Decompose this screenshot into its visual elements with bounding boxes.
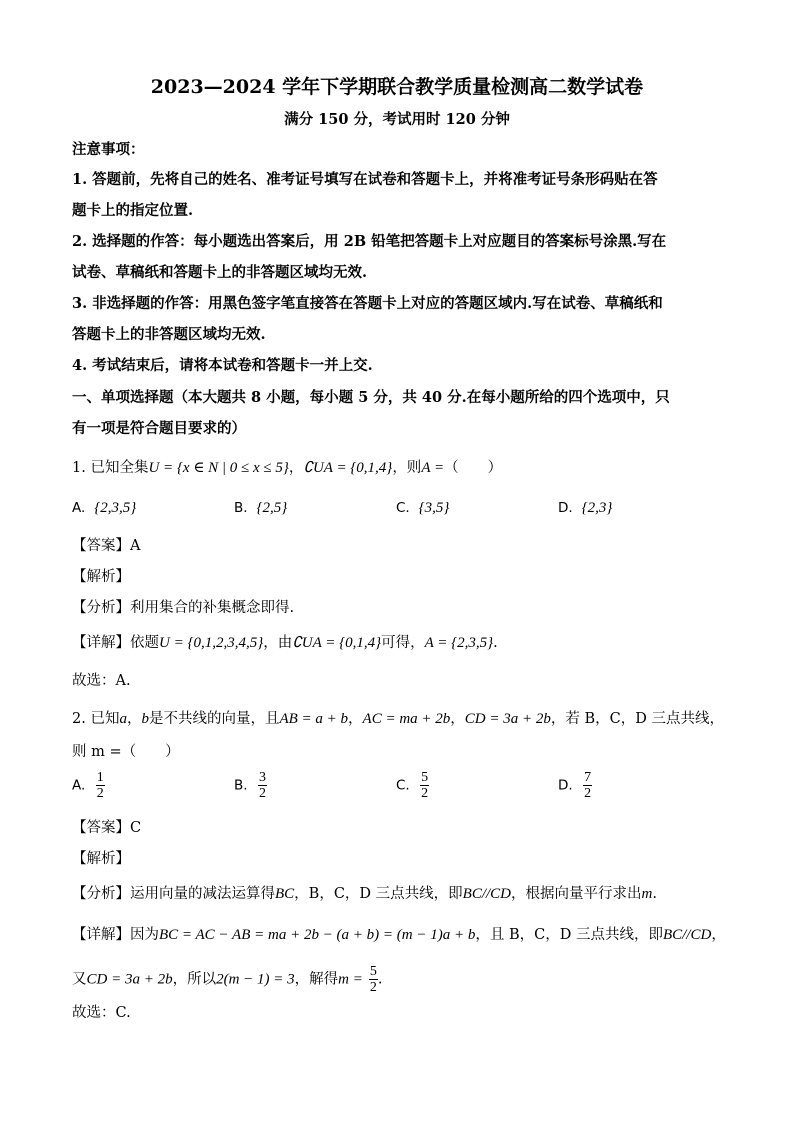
q2-fenxi: 【分析】运用向量的减法运算得BC，B，C，D 三点共线，即BC//CD，根据向量平行求出m. [72, 886, 657, 902]
notice-item-2-line-1: 2. 选择题的作答：每小题选出答案后，用 2B 铅笔把答题卡上对应题目的答案标号涂黑.写在 [72, 233, 667, 250]
q1-option-a: A. {2,3,5} [72, 500, 137, 516]
section-heading-line-2: 有一项是符合题目要求的） [72, 420, 246, 437]
question-2-stem-line-2: 则 m =（ ） [72, 744, 180, 760]
page-subtitle: 满分 150 分，考试用时 120 分钟 [284, 111, 510, 128]
q1-fenxi: 【分析】利用集合的补集概念即得. [72, 600, 295, 616]
question-2-stem: 2. 已知a，b是不共线的向量，且AB = a + b，AC = ma + 2b，CD = 3a + 2b，若 B，C，D 三点共线， [72, 711, 724, 727]
q2-option-c-fraction: $\frac{5}{2}$ [421, 770, 429, 801]
notice-item-4: 4. 考试结束后，请将本试卷和答题卡一并上交. [72, 357, 373, 374]
question-1-stem: 1. 已知全集U = {x ∈ N | 0 ≤ x ≤ 5}，∁UA = {0,1,4}，则A =（ ） [72, 460, 503, 476]
q1-detail: 【详解】依题U = {0,1,2,3,4,5}，由∁UA = {0,1,4}可得，A = {2,3,5}. [72, 635, 498, 651]
q2-option-d: D. $\frac{7}{2}$ [558, 770, 592, 801]
q1-prefix: 1. 已知全集 [72, 460, 149, 476]
q1-answer: 【答案】A [72, 538, 141, 554]
q1-universal-set: U = {x ∈ N | 0 ≤ x ≤ 5} [148, 460, 289, 476]
q2-option-d-fraction: $\frac{7}{2}$ [584, 770, 592, 801]
section-heading-line-1: 一、单项选择题（本大题共 8 小题，每小题 5 分，共 40 分.在每小题所给的四个选项中，只 [72, 389, 670, 406]
notice-item-1-line-1: 1. 答题前，先将自己的姓名、准考证号填写在试卷和答题卡上，并将准考证号条形码贴在答 [72, 171, 658, 188]
q1-option-c: C. {3,5} [396, 500, 450, 516]
q1-analysis-tag: 【解析】 [72, 569, 130, 585]
q2-analysis-tag: 【解析】 [72, 851, 130, 867]
notice-item-3-line-1: 3. 非选择题的作答：用黑色签字笔直接答在答题卡上对应的答题区域内.写在试卷、草稿纸和 [72, 295, 663, 312]
q2-option-c: C. $\frac{5}{2}$ [396, 770, 429, 801]
notice-item-1-line-2: 题卡上的指定位置. [72, 202, 194, 219]
q1-option-b: B. {2,5} [234, 500, 288, 516]
q2-option-a-fraction: $\frac{1}{2}$ [96, 770, 104, 801]
q2-option-b: B. $\frac{3}{2}$ [234, 770, 267, 801]
q2-option-b-fraction: $\frac{3}{2}$ [259, 770, 267, 801]
q2-option-a: A. $\frac{1}{2}$ [72, 770, 104, 801]
q2-choose: 故选：C. [72, 1005, 131, 1021]
notice-item-3-line-2: 答题卡上的非答题区域均无效. [72, 326, 266, 343]
q2-detail-line-1: 【详解】因为BC = AC − AB = ma + 2b − (a + b) = (m − 1)a + b，且 B，C，D 三点共线，即BC//CD， [72, 927, 726, 943]
q2-result-fraction: $\frac{5}{2}$ [369, 964, 377, 995]
q1-choose: 故选：A. [72, 673, 131, 689]
q1-complement: ∁UA = {0,1,4} [303, 460, 393, 476]
page-title: 2023—2024 学年下学期联合教学质量检测高二数学试卷 [150, 76, 644, 98]
notice-header: 注意事项： [72, 141, 145, 158]
q2-answer: 【答案】C [72, 820, 142, 836]
q1-option-d: D. {2,3} [558, 500, 613, 516]
q2-detail-line-2: 又CD = 3a + 2b，所以2(m − 1) = 3，解得m = $\frac{5}{2}$ . [72, 964, 383, 995]
notice-item-2-line-2: 试卷、草稿纸和答题卡上的非答题区域均无效. [72, 264, 368, 281]
